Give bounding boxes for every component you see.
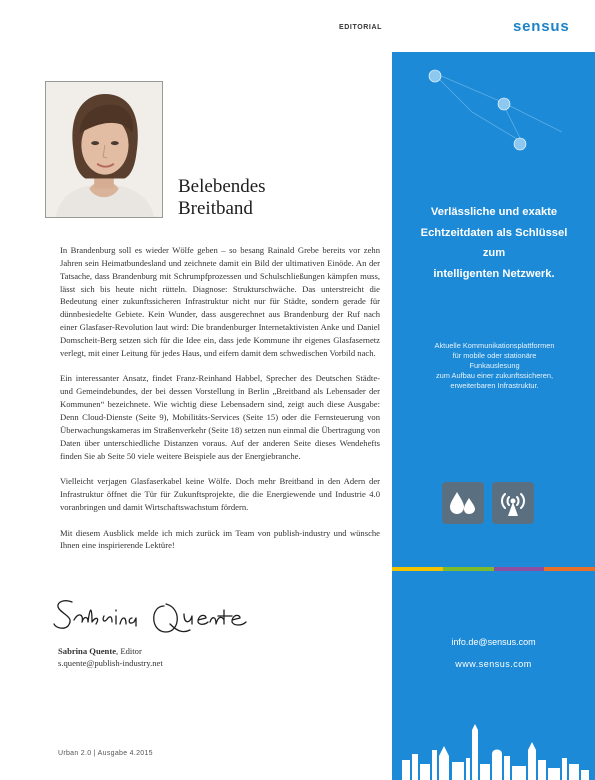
portrait-image (46, 82, 162, 217)
ad-headline (398, 202, 590, 284)
article-body (60, 244, 380, 552)
radio-tower-icon (492, 482, 534, 524)
stripe-green (443, 567, 494, 571)
author-block (58, 645, 163, 669)
stripe-purple (494, 567, 545, 571)
article-paragraph: Vielleicht verjagen Glasfaserkabel keine Wölfe. Doch mehr Breitband in den Adern der Infrastruktur öffnet die Tür für Zukunftsprojekte, die die Energiewende und Industrie 4.0 voranbringen und damit Wirtschaftswachstum fördern. (60, 476, 380, 512)
color-stripes (392, 567, 595, 571)
ad-body-line: für mobile oder stationäre (452, 351, 537, 360)
handwritten-signature (52, 594, 262, 638)
network-lines-graphic (392, 52, 595, 182)
ad-body-line: Aktuelle Kommunikationsplattformen (434, 341, 555, 350)
water-drops-icon (442, 482, 484, 524)
stripe-orange (544, 567, 595, 571)
ad-headline-line: zum (482, 247, 506, 259)
section-label: EDITORIAL (339, 24, 382, 31)
author-role: , Editor (116, 646, 142, 656)
author-name: Sabrina Quente (58, 646, 117, 656)
author-email[interactable]: s.quente@publish-industry.net (58, 658, 163, 668)
ad-body-text (402, 341, 587, 391)
article-title (178, 176, 266, 220)
ad-headline-line: intelligenten Netzwerk. (433, 267, 555, 280)
article-title-line-2: Breitband (178, 198, 253, 219)
article-paragraph: Ein interessanter Ansatz, findet Franz-Reinhand Habbel, Sprecher des Deutschen Städte- und Gemeindebundes, der bei dessen Vorstellung in Berlin „Breitband als Lebensader der Kommunen“ bezeichnete. Wie wichtig diese Lebensadern sind, zeigt auch diese Ausgabe: Denn Cloud-Dienste (Seite 9), Mobilitäts-Services (Seite 15) oder die Fernsteuerung von Überwachungskameras im Straßenverkehr (Seite 18) setzen nun einmal die Übertragung von Daten über unterschiedliche Distanzen voraus. Auf der anderen Seite dieses Wendehefts finden Sie ab Seite 50 viele weitere Beispiele aus der Energiebranche. (60, 373, 380, 461)
article-paragraph: In Brandenburg soll es wieder Wölfe geben – so besang Rainald Grebe bereits vor zehn Jahren sein Heimatbundesland und zeichnete damit ein Bild der ultimativen Einöde. An der Tatsache, dass Brandenburg mit Schrumpfprozessen und Schulschließungen kämpfen muss, lässt sich bis heute nicht rütteln. Diagnose: Strukturschwäche. Das unterstreicht die Bedeutung einer zukunftssicheren Infrastruktur nicht nur für Städte, sondern gerade für dünnbesiedelte Gebiete. Kein Wunder, dass ausgerechnet aus Brandenburg der Ruf nach einer Glasfaser-Revolution laut wird: Die brandenburger Internetaktivisten Anke und Daniel Domscheit-Berg setzen sich für die Idee ein, dass jede Kommune ihr eigenes Glasfasernetz verlegt, mit einer Leitung für jedes Haus, und eifern damit dem schwedischen Vorbild nach. (60, 245, 380, 358)
sensus-advertisement (392, 52, 595, 780)
sensus-logo (513, 18, 570, 35)
ad-headline-line: Echtzeitdaten als Schlüssel (420, 226, 568, 239)
ad-headline-line: Verlässliche und exakte (430, 206, 558, 218)
author-name-line (58, 645, 163, 657)
ad-body-line: erweiterbaren Infrastruktur. (450, 381, 539, 390)
issue-footer: Urban 2.0 | Ausgabe 4.2015 (58, 750, 153, 757)
author-portrait (45, 81, 163, 218)
article-paragraph: Mit diesem Ausblick melde ich mich zurück im Team von publish-industry und wünsche Ihnen eine inspirierende Lektüre! (60, 527, 380, 551)
article-title-line-1: Belebendes (178, 176, 266, 197)
signature-drawing (52, 594, 262, 638)
ad-body-line: zum Aufbau einer zukunftssicheren, (435, 371, 554, 380)
logo-text: sensus (513, 18, 570, 35)
stripe-yellow (392, 567, 443, 571)
city-skyline-graphic (392, 720, 595, 780)
ad-website-link[interactable]: www.sensus.com (455, 659, 532, 669)
ad-email-link[interactable]: info.de@sensus.com (451, 637, 536, 647)
ad-body-line: Funkauslesung (469, 361, 520, 370)
